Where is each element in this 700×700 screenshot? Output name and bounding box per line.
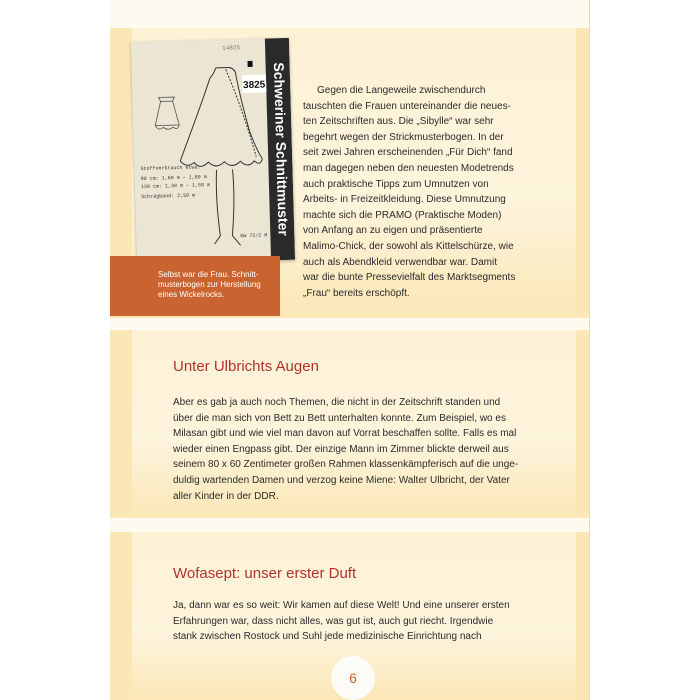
caption-line: eines Wickelrocks. [158, 290, 225, 299]
text-line: Erfahrungen war, dass nicht alles, was gut ist, auch gut riecht. Irgendwie [173, 615, 494, 627]
section-heading: Wofasept: unser erster Duft [173, 565, 357, 582]
text-line: ten Zeitschriften aus. Die „Sibylle“ war sehr [303, 116, 494, 128]
text-line: war die bunte Pressevielfalt des Marktsegments [303, 272, 516, 284]
text-line: aller Kinder in der DDR. [173, 490, 279, 502]
text-line: Milasan gibt und wie viel man davon auf Vorrat beschaffen sollte. Falls es mal [173, 428, 517, 440]
text-line: Ja, dann war es so weit: Wir kamen auf diese Welt! Und eine unserer ersten [173, 600, 510, 611]
band-gap [110, 318, 590, 330]
intro-paragraph [303, 83, 555, 301]
text-line: Aber es gab ja auch noch Themen, die nicht in der Zeitschrift standen und [173, 397, 501, 408]
text-line: seinem 80 x 60 Zentimeter großen Rahmen klassenkämpferisch auf die unge- [173, 459, 519, 471]
top-margin-band [110, 0, 590, 28]
section-heading: Unter Ulbrichts Augen [173, 358, 319, 375]
section1-paragraph [173, 395, 545, 504]
photo-caption [110, 256, 280, 316]
stamp-number: 14825 [222, 44, 241, 52]
section2-paragraph [173, 598, 545, 645]
text-line: stank zwischen Rostock und Suhl jede medizinische Einrichtung nach [173, 631, 482, 643]
caption-line: musterbogen zur Herstellung [158, 280, 261, 289]
text-line: von Anfang an zu eigen und präsentierte [303, 225, 483, 237]
text-line: Gegen die Langeweile zwischendurch [317, 85, 486, 96]
text-line: „Frau“ bereits erschöpft. [303, 287, 410, 299]
text-line: duldig wartenden Damen und verzog keine Miene: Walter Ulbricht, der Vater [173, 474, 510, 486]
band-gap [110, 518, 590, 532]
text-line: man dagegen neben den neuesten Modetrends [303, 162, 514, 174]
fabric-line: 130 cm: 1,30 m – 1,50 m [140, 182, 211, 191]
text-line: über die man sich von Bett zu Bett unterhalten konnte. Zum Beispiel, wo es [173, 412, 506, 424]
text-line: machte sich die PRAMO (Praktische Moden) [303, 209, 502, 221]
size-label: KW 72/2 M [240, 232, 268, 240]
fabric-line: 90 cm: 1,60 m – 1,80 m [140, 174, 207, 183]
text-line: seit zwei Jahren erscheinenden „Für Dich“ fand [303, 147, 513, 159]
page-number: 6 [331, 656, 375, 700]
text-line: Malimo-Chick, der sowohl als Kittelschürze, wie [303, 240, 514, 252]
text-line: tauschten die Frauen untereinander die neues- [303, 100, 511, 112]
text-line: Arbeits- in Freizeitkleidung. Diese Umnutzung [303, 194, 506, 206]
caption-line: Selbst war die Frau. Schnitt- [158, 270, 259, 279]
text-line: wieder einen Engpass gibt. Der einzige Mann im Zimmer blickte derweil aus [173, 443, 509, 455]
pattern-number: 3825 [242, 79, 266, 92]
spine-title: Schweriner Schnittmuster [270, 62, 292, 237]
page-edge-rule [589, 0, 590, 700]
text-line: auch praktische Tipps zum Umnutzen von [303, 178, 489, 190]
text-line: begehrt wegen der Strickmusterbogen. In der [303, 131, 504, 143]
fabric-header: Stoffverbrauch etwa: [140, 164, 201, 173]
text-line: auch als Abendkleid verwendbar war. Damit [303, 256, 497, 268]
lining-line: Schrägband: 2,50 m [141, 192, 196, 201]
pattern-sheet-photo [131, 38, 295, 264]
